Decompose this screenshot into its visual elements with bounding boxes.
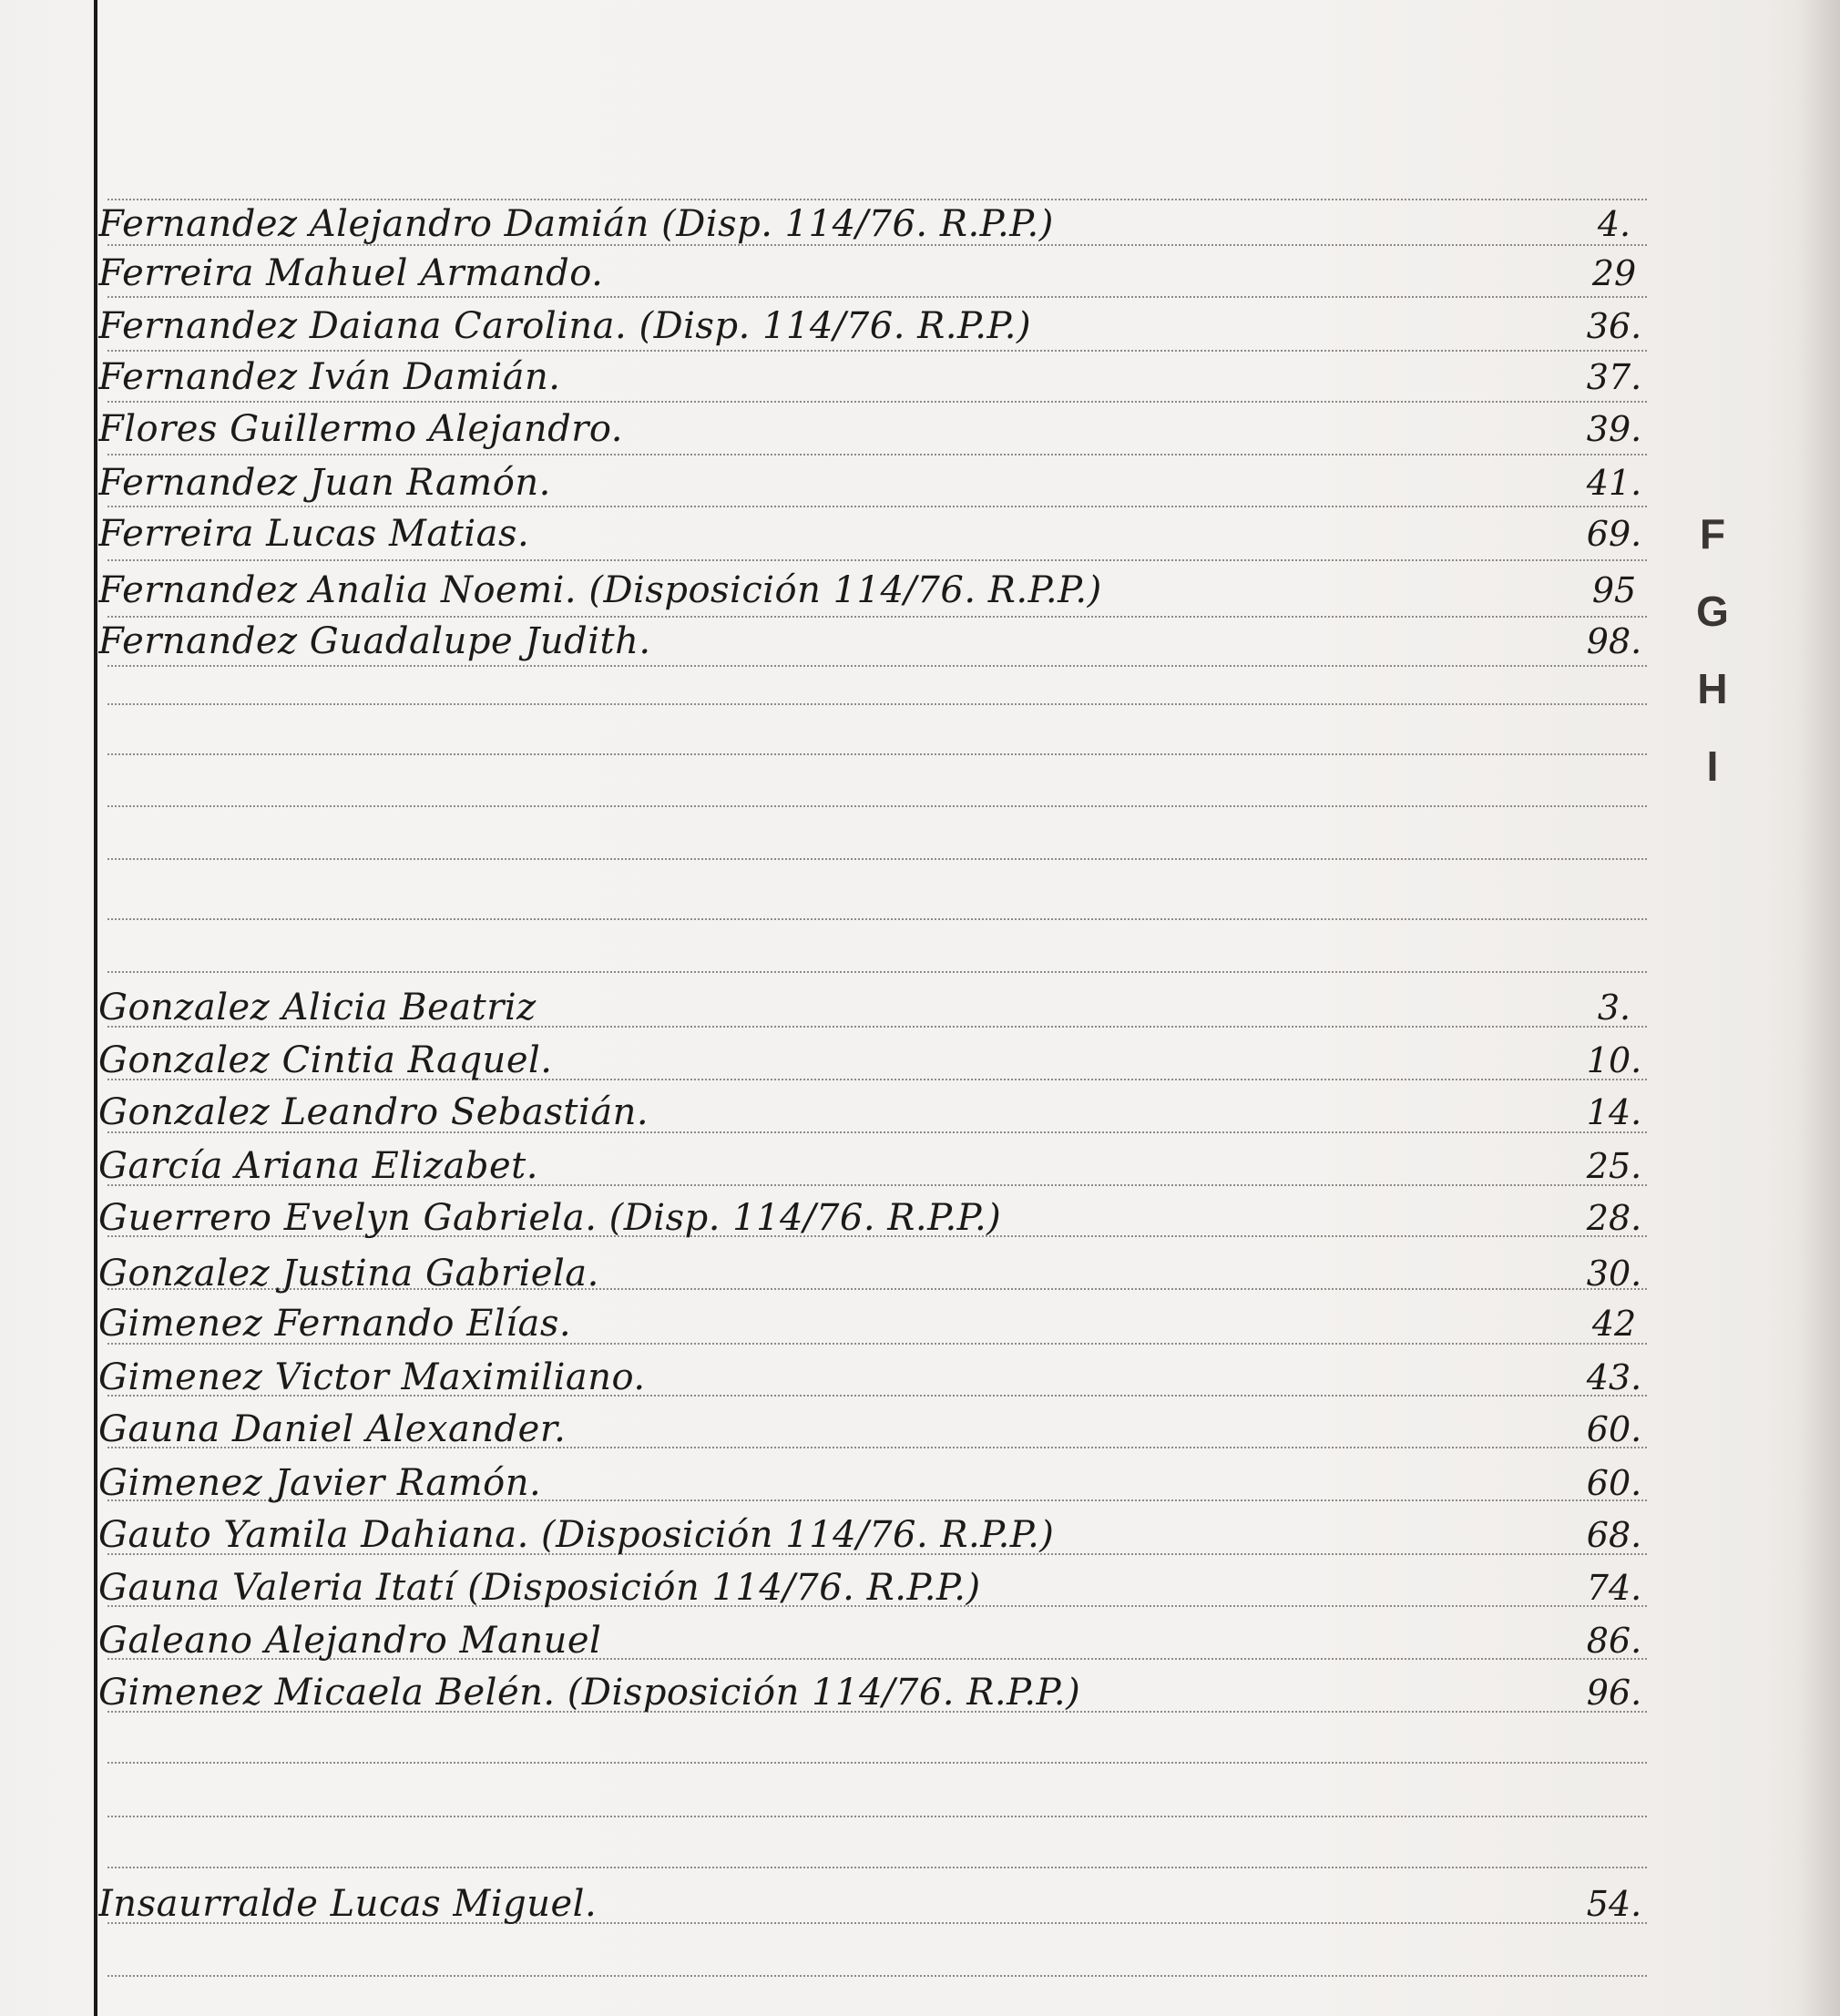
entry-page-number: 3. [1597, 988, 1631, 1028]
entry-page-number: 60. [1586, 1463, 1642, 1503]
entry-name: García Ariana Elizabet. [98, 1145, 538, 1187]
entry-name: Flores Guillermo Alejandro. [98, 408, 623, 450]
entry-name: Ferreira Mahuel Armando. [98, 252, 604, 294]
ruled-line [107, 1975, 1647, 1977]
entry-page-number: 25. [1586, 1146, 1642, 1186]
entry-name: Fernandez Juan Ramón. [98, 462, 551, 504]
page-edge-shadow [1798, 0, 1840, 2016]
entry-name: Gonzalez Alicia Beatriz [98, 987, 537, 1028]
entry-page-number: 28. [1586, 1198, 1642, 1238]
margin-line [94, 0, 97, 2016]
entry-page-number: 60. [1586, 1409, 1642, 1449]
entry-name: Fernandez Daiana Carolina. (Disp. 114/76. R.P.P.) [98, 305, 1032, 347]
ruled-line [107, 703, 1647, 705]
index-tab-g[interactable]: G [1696, 588, 1729, 635]
entry-name: Gauna Valeria Itatí (Disposición 114/76. R.P.P.) [98, 1567, 981, 1609]
entry-page-number: 95 [1591, 570, 1637, 610]
entry-name: Fernandez Analia Noemi. (Disposición 114/76. R.P.P.) [98, 569, 1102, 611]
ruled-line [107, 1816, 1647, 1817]
entry-page-number: 39. [1586, 409, 1642, 449]
entry-page-number: 29 [1591, 253, 1637, 293]
entry-page-number: 30. [1586, 1254, 1642, 1294]
entry-name: Fernandez Iván Damián. [98, 356, 561, 398]
entry-name: Gonzalez Cintia Raquel. [98, 1039, 553, 1081]
entry-page-number: 4. [1597, 204, 1631, 244]
alphabet-index [1687, 507, 1738, 798]
entry-name: Gimenez Javier Ramón. [98, 1462, 542, 1504]
entry-page-number: 10. [1586, 1040, 1642, 1080]
ruled-line [107, 918, 1647, 920]
entry-page-number: 96. [1586, 1673, 1642, 1713]
entry-name: Gauto Yamila Dahiana. (Disposición 114/76. R.P.P.) [98, 1514, 1055, 1556]
entry-page-number: 41. [1586, 463, 1642, 503]
entry-page-number: 36. [1586, 306, 1642, 346]
entry-page-number: 54. [1586, 1884, 1642, 1924]
entry-name: Ferreira Lucas Matias. [98, 513, 530, 555]
entry-page-number: 98. [1586, 621, 1642, 661]
index-tab-i[interactable]: I [1706, 742, 1719, 790]
entry-page-number: 68. [1586, 1515, 1642, 1555]
entry-page-number: 42 [1591, 1304, 1637, 1344]
entry-page-number: 74. [1586, 1568, 1642, 1608]
entry-page-number: 69. [1586, 514, 1642, 554]
entry-page-number: 37. [1586, 357, 1642, 397]
ruled-line [107, 753, 1647, 755]
entry-name: Gimenez Victor Maximiliano. [98, 1356, 646, 1398]
entry-page-number: 14. [1586, 1092, 1642, 1132]
index-tab-f[interactable]: F [1699, 510, 1726, 558]
ruled-line [107, 1762, 1647, 1764]
ruled-line [107, 559, 1647, 561]
entry-page-number: 86. [1586, 1621, 1642, 1661]
entry-name: Insaurralde Lucas Miguel. [98, 1883, 598, 1925]
ruled-line [107, 858, 1647, 860]
ruled-line [107, 805, 1647, 807]
entry-page-number: 43. [1586, 1357, 1642, 1397]
entry-name: Fernandez Alejandro Damián (Disp. 114/76. R.P.P.) [98, 203, 1054, 245]
entry-name: Galeano Alejandro Manuel [98, 1620, 602, 1662]
ruled-line [107, 1867, 1647, 1868]
ruled-line [107, 971, 1647, 973]
entry-name: Gimenez Micaela Belén. (Disposición 114/76. R.P.P.) [98, 1672, 1081, 1714]
entry-name: Gimenez Fernando Elías. [98, 1303, 572, 1345]
entry-name: Gauna Daniel Alexander. [98, 1408, 567, 1450]
index-tab-h[interactable]: H [1697, 665, 1728, 712]
entry-name: Guerrero Evelyn Gabriela. (Disp. 114/76. R.P.P.) [98, 1197, 1002, 1239]
entry-name: Gonzalez Justina Gabriela. [98, 1253, 599, 1295]
entry-name: Fernandez Guadalupe Judith. [98, 620, 651, 662]
entry-name: Gonzalez Leandro Sebastián. [98, 1091, 649, 1133]
